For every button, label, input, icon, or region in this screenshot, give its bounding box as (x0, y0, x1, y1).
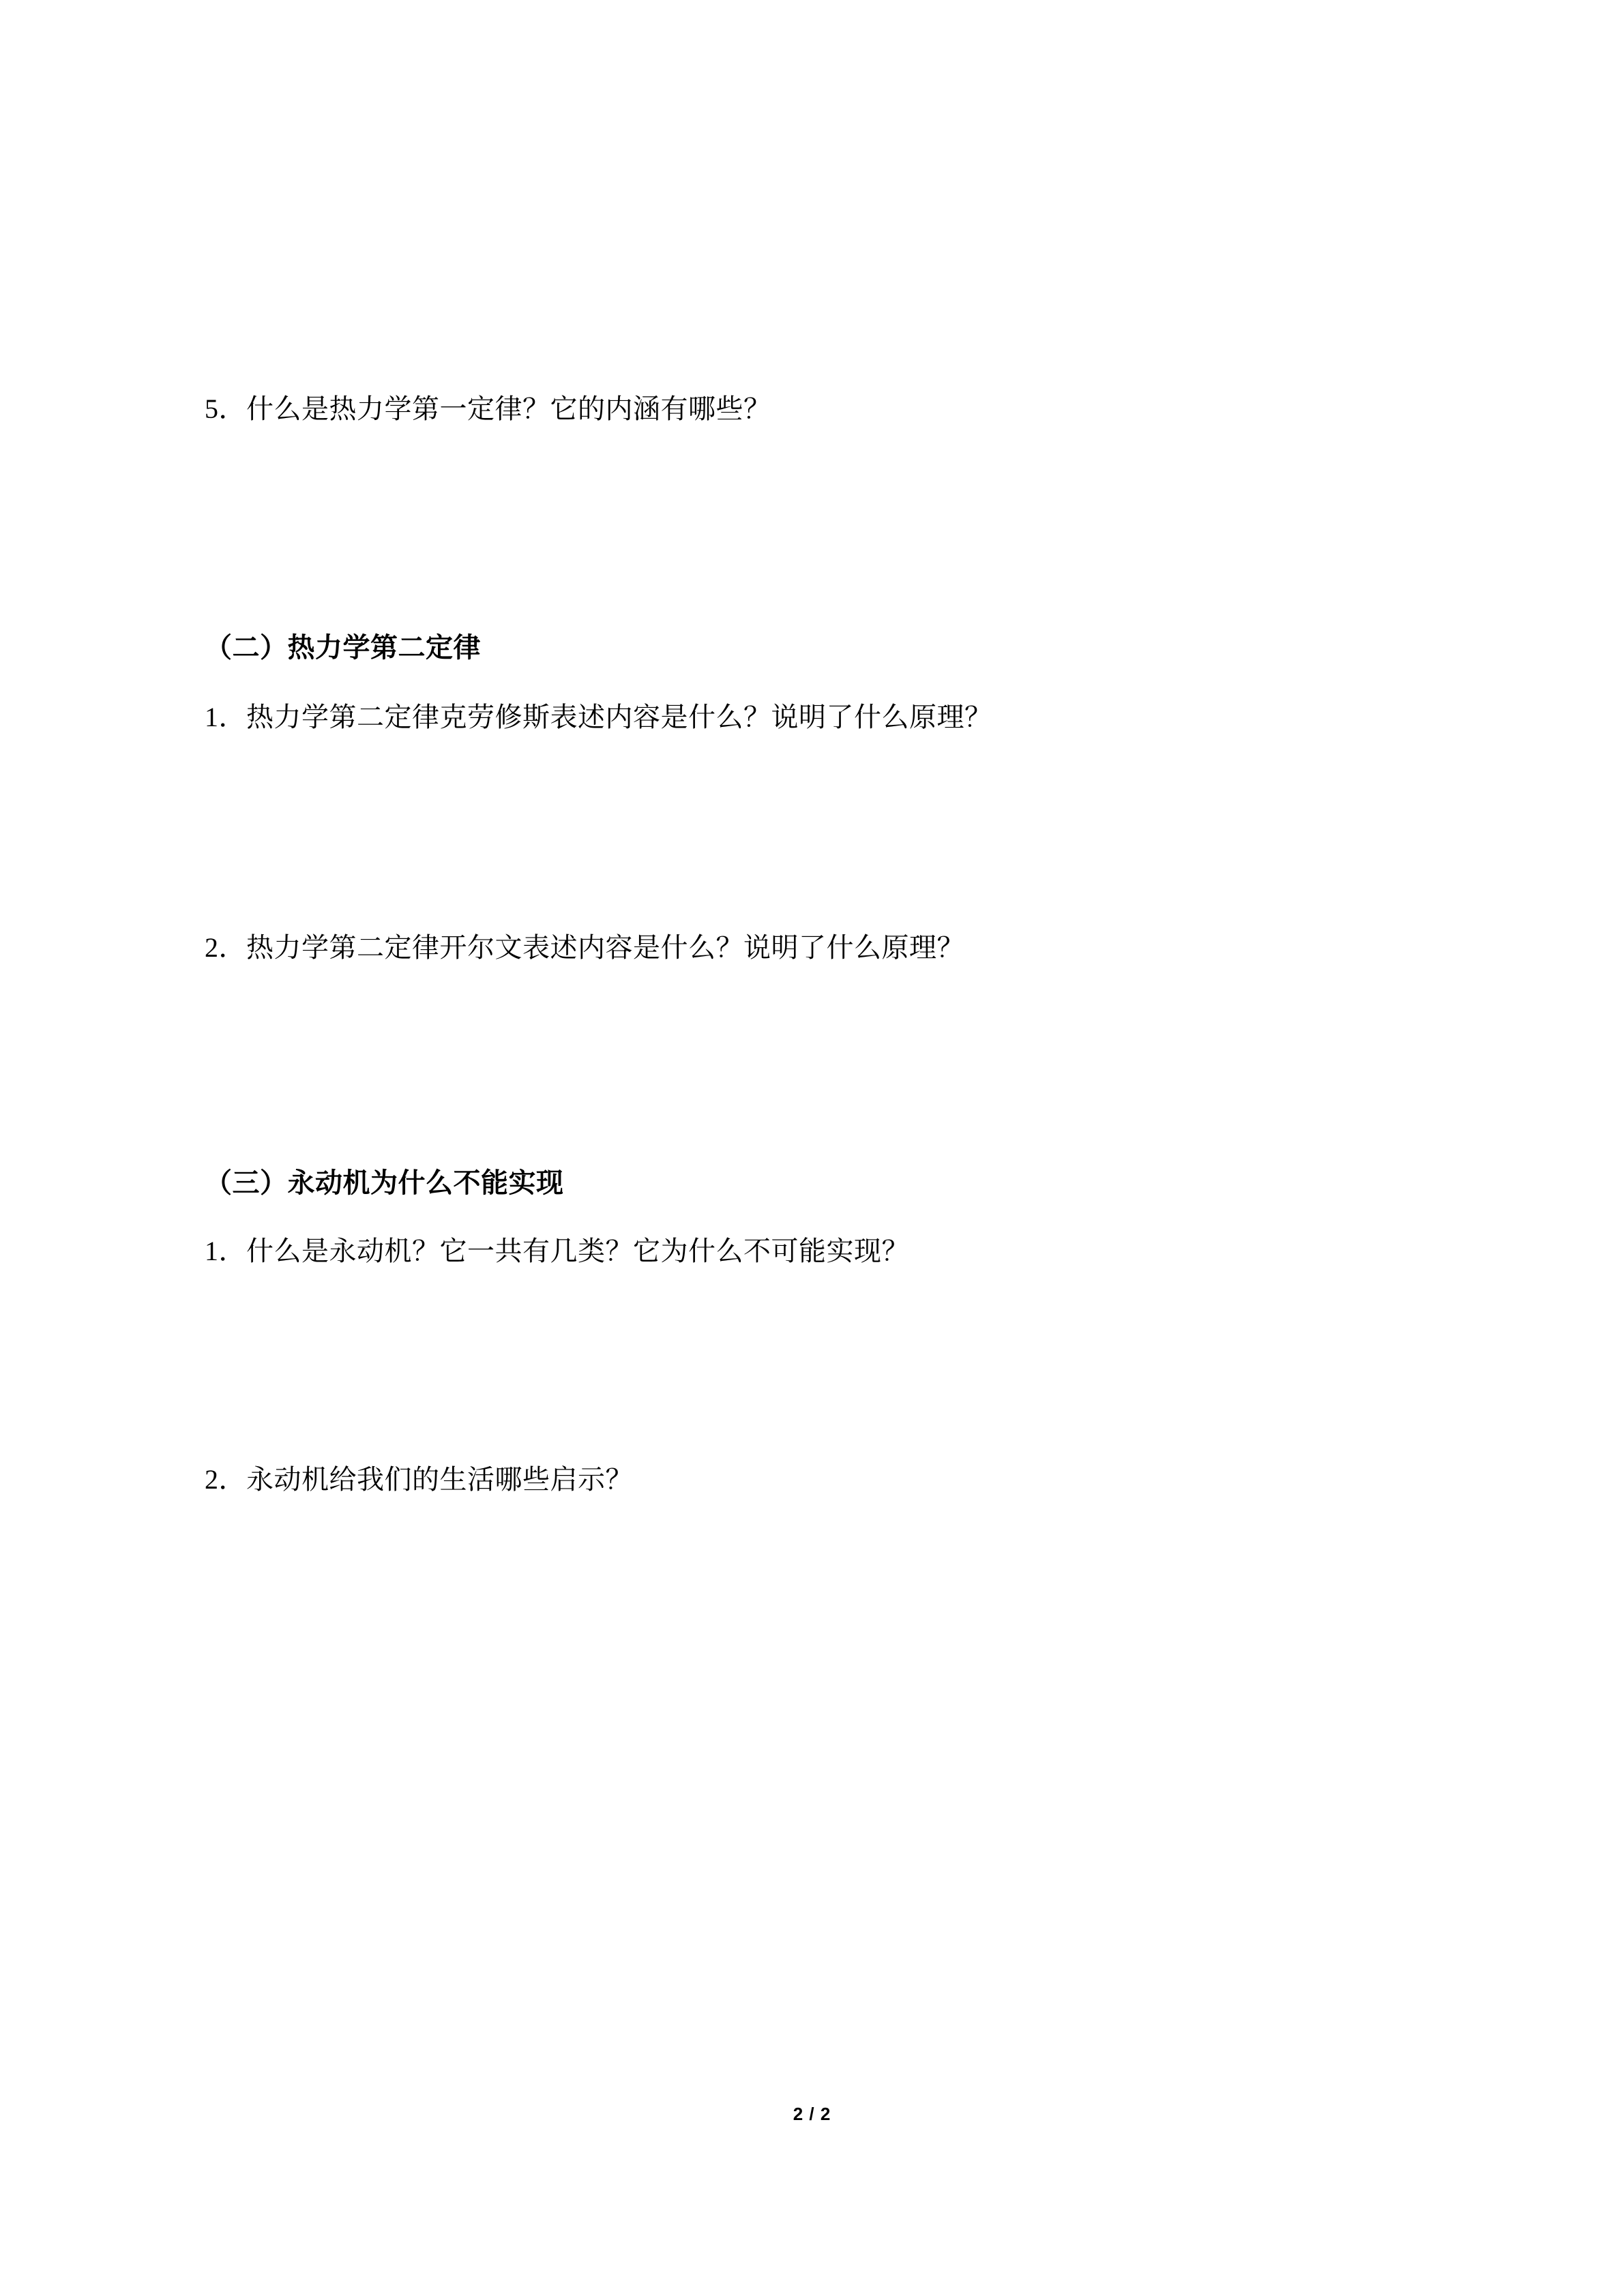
section-three-question-2: 2．永动机给我们的生活哪些启示？ (205, 1464, 633, 1495)
section-three-question-1: 1．什么是永动机？它一共有几类？它为什么不可能实现？ (205, 1236, 909, 1266)
section-heading-two: （二）热力学第二定律 (205, 632, 481, 663)
question-item-5: 5．什么是热力学第一定律？它的内涵有哪些？ (205, 393, 771, 424)
page-number: 2 / 2 (793, 2104, 831, 2124)
section-two-question-2: 2．热力学第二定律开尔文表述内容是什么？说明了什么原理？ (205, 932, 964, 963)
section-heading-three: （三）永动机为什么不能实现 (205, 1167, 564, 1198)
section-two-question-1: 1．热力学第二定律克劳修斯表述内容是什么？说明了什么原理？ (205, 702, 992, 732)
